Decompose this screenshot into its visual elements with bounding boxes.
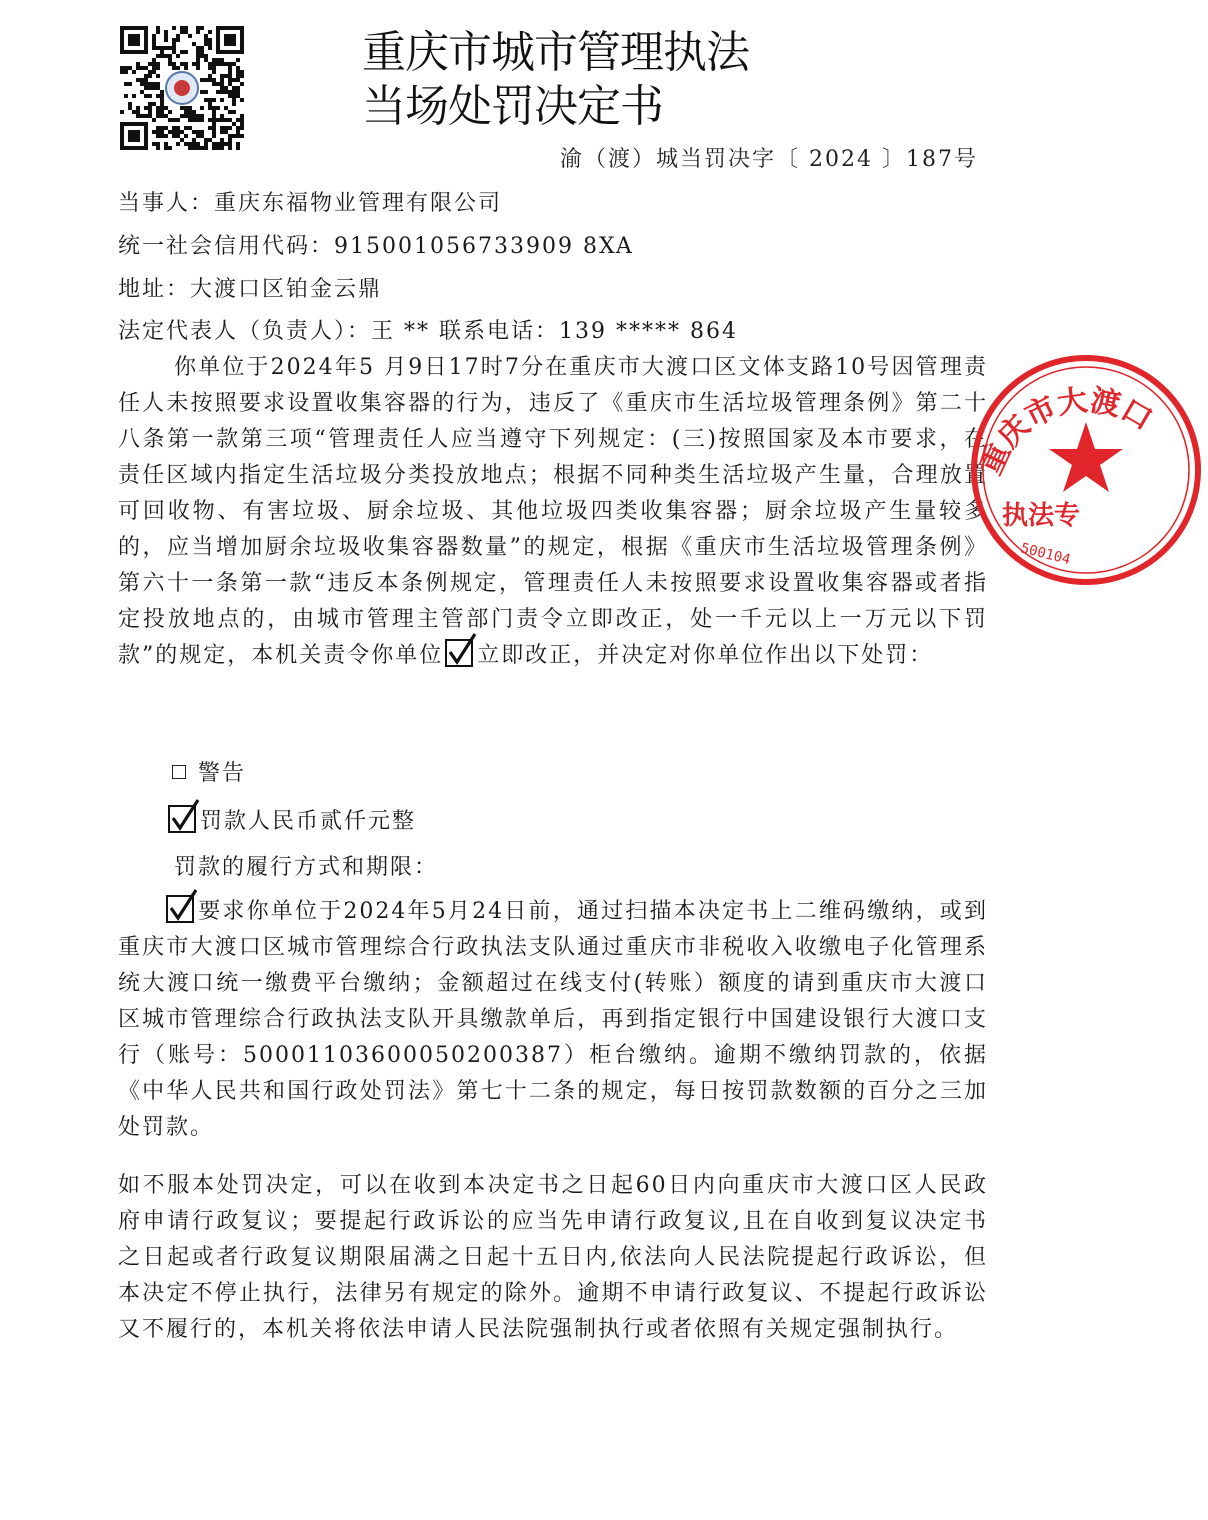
payment-heading: 罚款的履行方式和期限： <box>174 855 439 880</box>
payment-method-checkbox[interactable] <box>166 894 196 924</box>
warning-label: 警告 <box>198 761 247 786</box>
qr-code-icon[interactable] <box>120 26 244 150</box>
fine-label: 罚款人民币贰仟元整 <box>200 809 417 834</box>
seal-number: 500104 <box>1019 540 1072 569</box>
seal-text-bottom: 执法专 <box>1002 501 1081 531</box>
party-name: 当事人：重庆东福物业管理有限公司 <box>118 191 503 216</box>
title-line-2: 当场处罚决定书 <box>362 81 663 132</box>
appeal-paragraph: 如不服本处罚决定，可以在收到本决定书之日起60日内向重庆市大渡口区人民政府申请行政复议；要提起行政诉讼的应当先申请行政复议,且在自收到复议决定书之日起或者行政复议期限届满之日起十五日内,依法向人民法院提起行政诉讼，但本决定不停止执行，法律另有规定的除外。逾期不申请行政复议、不提起行政诉讼又不履行的，本机关将依法申请人民法院强制执行或者依照有关规定强制执行。 <box>118 1173 988 1342</box>
document-number: 渝（渡）城当罚决字〔 2024 〕187号 <box>560 147 978 172</box>
document-title <box>362 26 749 134</box>
warning-checkbox[interactable] <box>172 765 186 779</box>
violation-text: 你单位于2024年5 月9日17时7分在重庆市大渡口区文体支路10号因管理责任人未按照要求设置收集容器的行为，违反了《重庆市生活垃圾管理条例》第二十八条第一款第三项“管理责任人应当遵守下列规定：(三)按照国家及本市要求，在责任区域内指定生活垃圾分类投放地点；根据不同种类生活垃圾产生量，合理放置可回收物、有害垃圾、厨余垃圾、其他垃圾四类收集容器；厨余垃圾产生量较多的，应当增加厨余垃圾收集容器数量”的规定，根据《重庆市生活垃圾管理条例》第六十一条第一款“违反本条例规定，管理责任人未按照要求设置收集容器或者指定投放地点的，由城市管理主管部门责令立即改正，处一千元以上一万元以下罚款”的规定，本机关责令你单位 <box>118 355 988 668</box>
checkmark-icon <box>445 632 479 668</box>
title-line-1: 重庆市城市管理执法 <box>362 27 749 78</box>
official-seal-icon <box>968 352 1208 592</box>
address: 地址：大渡口区铂金云鼎 <box>118 277 383 302</box>
checkmark-icon <box>168 798 202 834</box>
payment-text: 要求你单位于2024年5月24日前，通过扫描本决定书上二维码缴纳，或到重庆市大渡口区城市管理综合行政执法支队通过重庆市非税收入收缴电子化管理系统大渡口统一缴费平台缴纳；金额超过在线支付(转账）额度的请到重庆市大渡口区城市管理综合行政执法支队开具缴款单后，再到指定银行中国建设银行大渡口支行（账号：50001103600050200387）柜台缴纳。逾期不缴纳罚款的，依据《中华人民共和国行政处罚法》第七十二条的规定，每日按罚款数额的百分之三加处罚款。 <box>118 899 988 1140</box>
credit-code: 统一社会信用代码：915001056733909 8XA <box>118 234 634 259</box>
violation-paragraph <box>118 350 988 674</box>
payment-paragraph <box>118 894 988 1146</box>
seal-text-top: 重庆市大渡口 <box>973 382 1159 481</box>
fine-checkbox[interactable] <box>168 804 198 834</box>
order-correction-checkbox[interactable] <box>445 638 475 668</box>
legal-representative: 法定代表人（负责人）：王 ** 联系电话：139 ***** 864 <box>118 319 738 344</box>
warning-option <box>172 756 246 787</box>
fine-option <box>166 804 416 835</box>
violation-tail: 立即改正，并决定对你单位作出以下处罚： <box>477 643 934 668</box>
checkmark-icon <box>166 888 200 924</box>
